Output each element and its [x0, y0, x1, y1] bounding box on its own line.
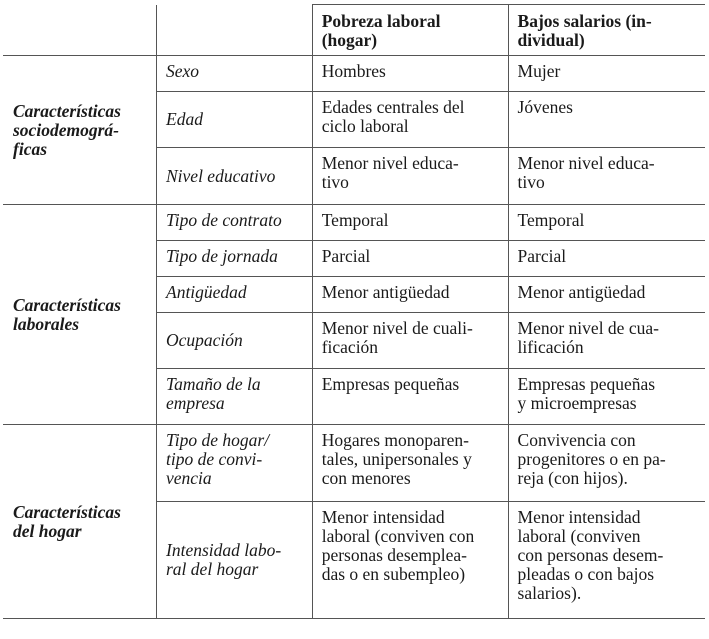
table-row	[3, 205, 705, 241]
cell-pobreza: Menor nivel de cuali- ficación	[312, 313, 508, 369]
cell-pobreza: Edades centrales del ciclo laboral	[312, 92, 508, 148]
cell-bajos: Convivencia con progenitores o en pa- reja (con hijos).	[508, 425, 705, 502]
row-label-tipo-jornada: Tipo de jornada	[157, 241, 313, 277]
header-bajos-salarios: Bajos salarios (in- dividual)	[508, 5, 705, 56]
cell-bajos: Parcial	[508, 241, 705, 277]
cell-pobreza: Menor antigüedad	[312, 277, 508, 313]
table-row	[3, 425, 705, 502]
group-label-hogar: Características del hogar	[3, 425, 157, 619]
row-label-edad: Edad	[157, 92, 313, 148]
cell-bajos: Jóvenes	[508, 92, 705, 148]
header-pobreza-laboral: Pobreza laboral (hogar)	[312, 5, 508, 56]
cell-pobreza: Hombres	[312, 56, 508, 92]
row-label-tipo-contrato: Tipo de contrato	[157, 205, 313, 241]
header-row	[3, 5, 705, 56]
comparison-table	[3, 4, 705, 619]
row-label-nivel-educativo: Nivel educativo	[157, 148, 313, 205]
cell-bajos: Menor intensidad laboral (conviven con personas desem- pleadas o con bajos salarios).	[508, 502, 705, 619]
cell-bajos: Temporal	[508, 205, 705, 241]
cell-pobreza: Hogares monoparen- tales, unipersonales y con menores	[312, 425, 508, 502]
cell-bajos: Menor antigüedad	[508, 277, 705, 313]
row-label-antiguedad: Antigüedad	[157, 277, 313, 313]
empty-header-cell	[3, 5, 157, 56]
row-label-intensidad-laboral: Intensidad labo- ral del hogar	[157, 502, 313, 619]
cell-pobreza: Empresas pequeñas	[312, 369, 508, 425]
cell-bajos: Mujer	[508, 56, 705, 92]
group-label-laborales: Características laborales	[3, 205, 157, 425]
table-row	[3, 56, 705, 92]
cell-pobreza: Menor nivel educa- tivo	[312, 148, 508, 205]
cell-pobreza: Menor intensidad laboral (conviven con personas desemplea- das o en subempleo)	[312, 502, 508, 619]
cell-bajos: Menor nivel de cua- lificación	[508, 313, 705, 369]
row-label-ocupacion: Ocupación	[157, 313, 313, 369]
cell-pobreza: Parcial	[312, 241, 508, 277]
row-label-tamano-empresa: Tamaño de la empresa	[157, 369, 313, 425]
row-label-tipo-hogar: Tipo de hogar/ tipo de convi- vencia	[157, 425, 313, 502]
cell-pobreza: Temporal	[312, 205, 508, 241]
cell-bajos: Empresas pequeñas y microempresas	[508, 369, 705, 425]
empty-header-cell	[157, 5, 313, 56]
cell-bajos: Menor nivel educa- tivo	[508, 148, 705, 205]
group-label-sociodemograficas: Características sociodemográ- ficas	[3, 56, 157, 205]
row-label-sexo: Sexo	[157, 56, 313, 92]
